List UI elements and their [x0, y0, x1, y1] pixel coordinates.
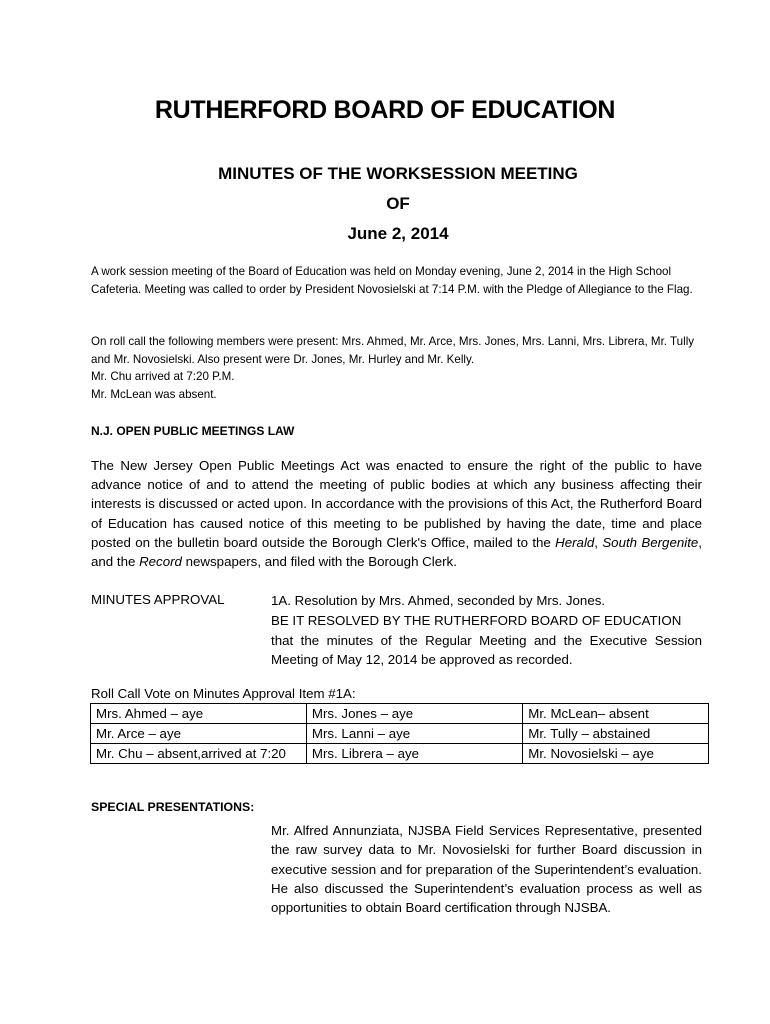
vote-cell: Mr. Arce – aye: [91, 724, 307, 744]
opma-text-2: newspapers, and filed with the Borough Clerk.: [181, 554, 457, 570]
roll-call-present: On roll call the following members were present: Mrs. Ahmed, Mr. Arce, Mrs. Jones, Mrs. Lanni, Mrs. Librera, Mr. Tully and Mr. Novosielski. Also present were Dr. Jones, Mr. Hurley and Mr. Kelly.: [91, 335, 695, 366]
table-row: [91, 704, 709, 724]
roll-call-vote-label: Roll Call Vote on Minutes Approval Item #1A:: [91, 686, 356, 701]
vote-cell: Mr. Chu – absent,arrived at 7:20: [91, 744, 307, 764]
opma-heading: N.J. OPEN PUBLIC MEETINGS LAW: [91, 424, 295, 438]
opma-text-1: The New Jersey Open Public Meetings Act was enacted to ensure the right of the public to have advance notice of and to attend the meeting of public bodies at which any business affecting their interests is discussed or acted upon. In accordance with the provisions of this Act, the Rutherford Board of Education has caused notice of this meeting to be published by having the date, time and place posted on the bulletin board outside the Borough Clerk's Office, mailed to the: [91, 458, 702, 550]
intro-paragraph: [91, 263, 715, 298]
vote-cell: Mrs. Librera – aye: [306, 744, 522, 764]
resolution-line: BE IT RESOLVED BY THE RUTHERFORD BOARD OF EDUCATION: [271, 612, 682, 628]
table-row: [91, 724, 709, 744]
opma-sep-1: ,: [594, 534, 603, 550]
roll-call-absent: Mr. McLean was absent.: [91, 387, 217, 401]
meeting-date: June 2, 2014: [347, 224, 449, 243]
herald-name: Herald: [555, 534, 595, 550]
minutes-approval-label: MINUTES APPROVAL: [91, 592, 225, 607]
document-title: RUTHERFORD BOARD OF EDUCATION: [154, 96, 616, 124]
resolution-line: that the minutes of the Regular Meeting and the Executive Session: [271, 632, 702, 648]
meeting-subtitle: MINUTES OF THE WORKSESSION MEETING: [218, 164, 578, 183]
opma-paragraph: [91, 456, 702, 571]
vote-cell: Mrs. Ahmed – aye: [91, 704, 307, 724]
record-name: Record: [139, 554, 182, 570]
vote-cell: Mr. McLean– absent: [523, 704, 709, 724]
roll-call-arrival: Mr. Chu arrived at 7:20 P.M.: [91, 370, 235, 383]
meeting-subtitle-of: OF: [386, 194, 410, 213]
resolution-line: 1A. Resolution by Mrs. Ahmed, seconded by Mrs. Jones.: [271, 593, 606, 608]
intro-text: A work session meeting of the Board of Education was held on Monday evening, June 2, 2014 in the High School Cafeteria. Meeting was called to order by President Novosielski at 7:14 P.M. with the Pledge of Allegiance to the Flag.: [91, 265, 693, 296]
table-row: [91, 744, 709, 764]
special-presentations-text: Mr. Alfred Annunziata, NJSBA Field Services Representative, presented the raw survey data to Mr. Novosielski for further Board discussion in executive session and for preparation of the Superintendent’s evaluation. He also discussed the Superintendent’s evaluation process as well as opportunities to obtain Board certification through NJSBA.: [271, 823, 702, 916]
vote-cell: Mr. Tully – abstained: [523, 724, 709, 744]
vote-cell: Mrs. Lanni – aye: [306, 724, 522, 744]
resolution-line: Meeting of May 12, 2014 be approved as recorded.: [271, 652, 573, 668]
roll-call-vote-table: [90, 703, 709, 764]
vote-cell: Mrs. Jones – aye: [306, 704, 522, 724]
vote-cell: Mr. Novosielski – aye: [523, 744, 709, 764]
opma-sep-2: , and the: [91, 534, 702, 570]
south-bergenite-name: South Bergenite: [602, 534, 699, 550]
roll-call-paragraph: [91, 333, 715, 403]
minutes-approval-resolution: [271, 591, 702, 670]
special-presentations-heading: SPECIAL PRESENTATIONS:: [91, 800, 255, 814]
